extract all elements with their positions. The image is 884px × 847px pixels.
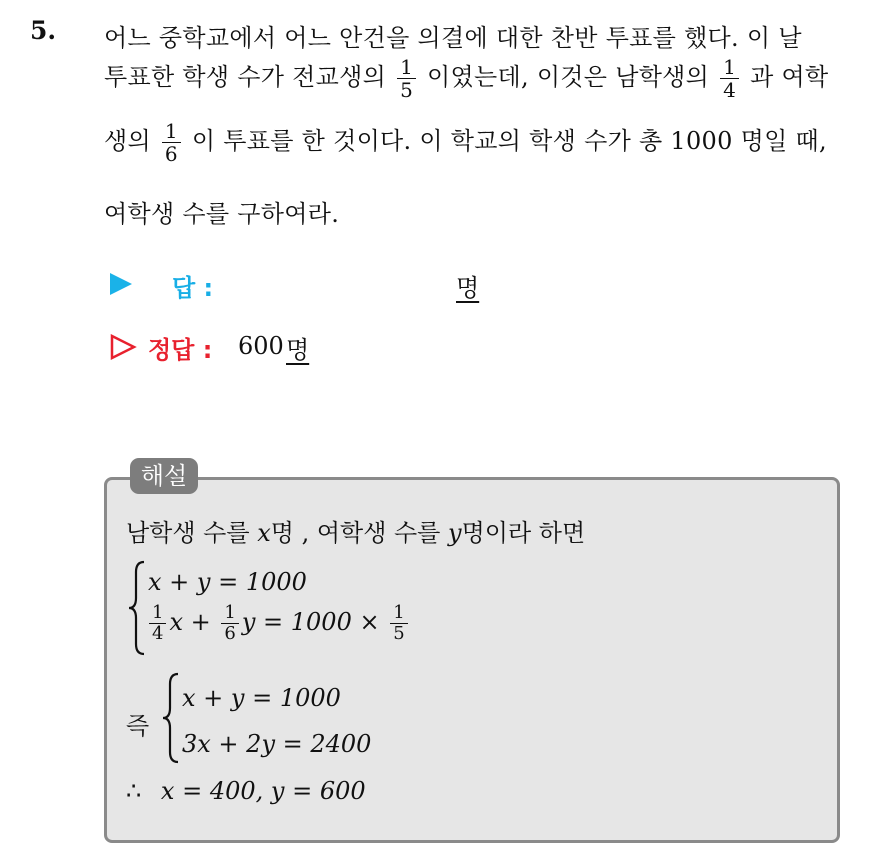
- problem-line-4: [104, 194, 339, 229]
- var-x: x: [257, 519, 271, 547]
- fraction-one-sixth: [221, 603, 238, 644]
- problem-text-3a: 생의: [104, 127, 151, 155]
- fraction-one-fourth: [149, 603, 166, 644]
- problem-text-4: 여학생 수를 구하여라.: [104, 200, 340, 228]
- system-brace-1: [126, 560, 148, 656]
- fraction-denominator: 6: [164, 142, 178, 166]
- problem-text-3b: 이 투표를 한 것이다. 이 학교의 학생 수가 총 1000 명일 때,: [191, 127, 827, 155]
- fraction-one-fourth: [720, 56, 739, 101]
- fraction-numerator: 1: [390, 603, 407, 624]
- problem-text-1: 어느 중학교에서 어느 안건을 의결에 대한 찬반 투표를 했다. 이 날: [104, 24, 802, 52]
- fraction-numerator: 1: [397, 56, 416, 79]
- fraction-denominator: 6: [224, 622, 236, 644]
- correct-arrow-icon: [110, 334, 138, 360]
- conclusion: [126, 777, 366, 805]
- system2-eq2: 3x + 2y = 2400: [182, 730, 372, 758]
- fraction-numerator: 1: [149, 603, 166, 624]
- fraction-numerator: 1: [221, 603, 238, 624]
- problem-line-3: [104, 120, 827, 165]
- jeuk-label: 즉: [126, 712, 150, 740]
- problem-number: 5.: [30, 16, 57, 45]
- conclusion-text: x = 400, y = 600: [160, 777, 366, 805]
- problem-text-2c: 과 여학: [750, 63, 829, 91]
- system1-eq1: x + y = 1000: [148, 568, 307, 596]
- correct-value: 600: [238, 332, 284, 360]
- solution-intro: [126, 513, 585, 548]
- therefore-symbol: ∴: [126, 777, 142, 805]
- answer-label: 답 :: [172, 274, 214, 302]
- fraction-denominator: 4: [723, 78, 737, 102]
- system-brace-2: [160, 672, 182, 764]
- fraction-denominator: 5: [400, 78, 414, 102]
- system2-eq1: x + y = 1000: [182, 684, 341, 712]
- system1-eq2: [146, 603, 411, 644]
- correct-label: 정답 :: [148, 336, 213, 364]
- fraction-one-sixth: [162, 120, 181, 165]
- problem-text-2a: 투표한 학생 수가 전교생의: [104, 63, 387, 91]
- problem-line-2: [104, 56, 828, 101]
- answer-arrow-icon: [110, 273, 132, 295]
- answer-unit: 명: [456, 274, 480, 302]
- intro-text-b: 명 , 여학생 수를: [270, 519, 441, 547]
- fraction-one-fifth: [397, 56, 416, 101]
- correct-unit: 명: [286, 336, 310, 364]
- intro-text-c: 명이라 하면: [461, 519, 586, 547]
- fraction-numerator: 1: [720, 56, 739, 79]
- solution-tag: 해설: [130, 458, 198, 494]
- intro-text-a: 남학생 수를: [126, 519, 250, 547]
- var-y: y: [448, 519, 462, 547]
- problem-line-1: [104, 18, 802, 53]
- fraction-denominator: 4: [152, 622, 164, 644]
- eq2-part-a: x +: [169, 607, 211, 636]
- fraction-denominator: 5: [393, 622, 405, 644]
- problem-text-2b: 이였는데, 이것은 남학생의: [427, 63, 710, 91]
- fraction-one-fifth: [390, 603, 407, 644]
- eq2-part-b: y = 1000 ×: [241, 607, 380, 636]
- fraction-numerator: 1: [162, 120, 181, 143]
